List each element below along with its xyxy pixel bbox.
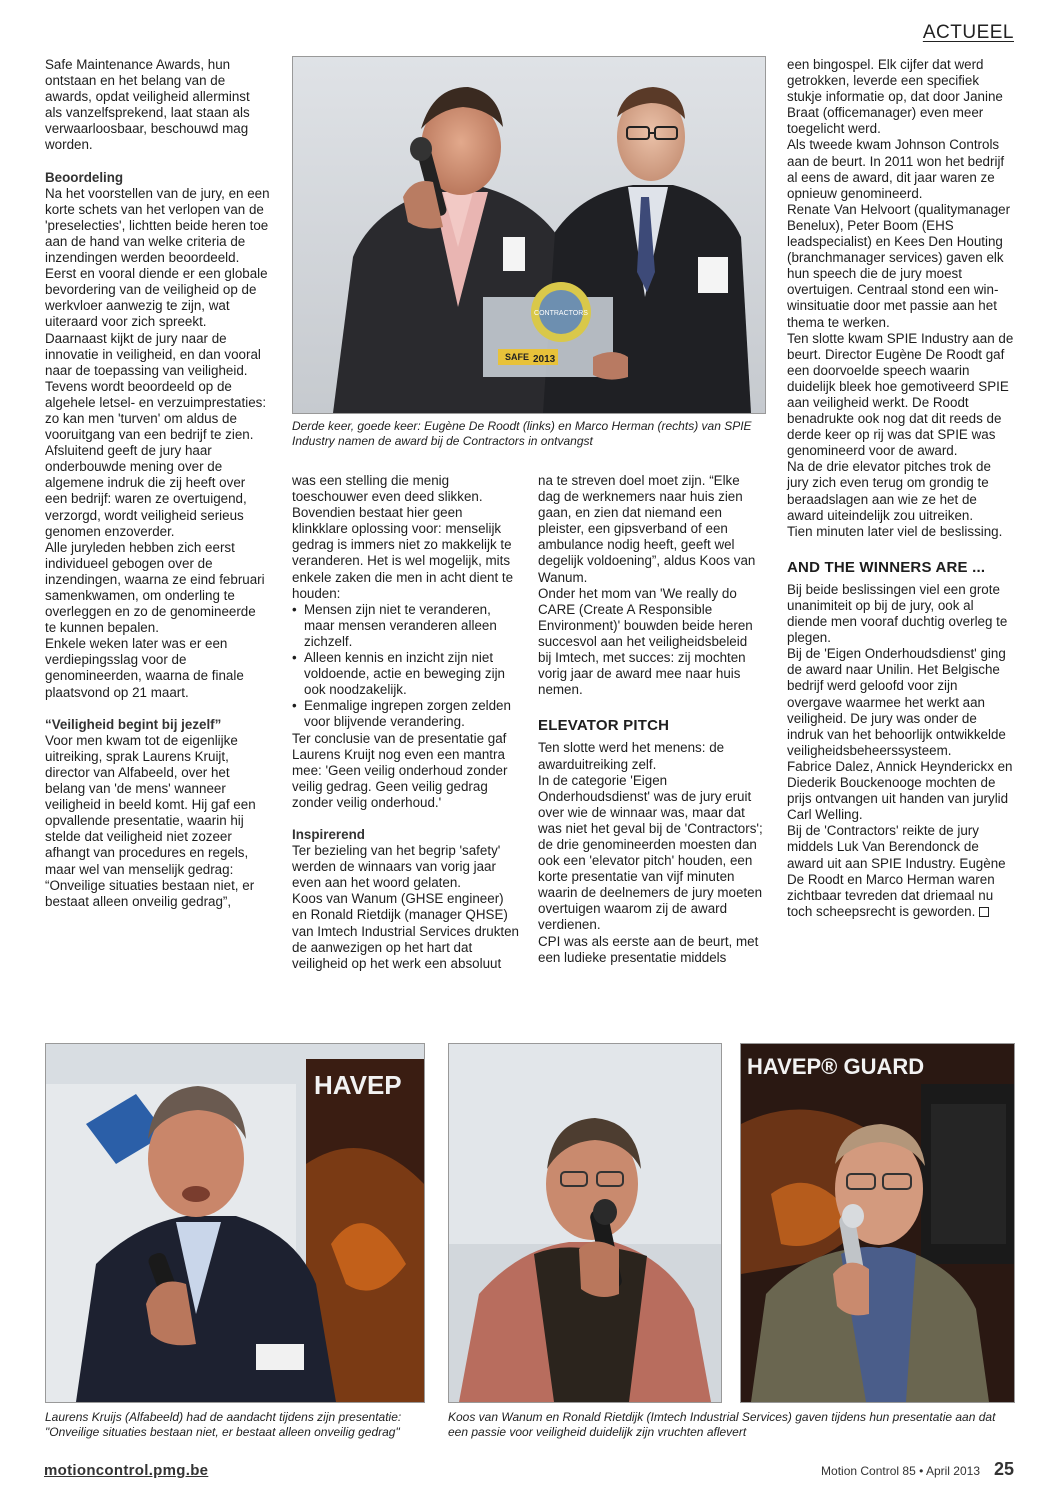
paragraph: Daarnaast kijkt de jury naar de innovatie in veiligheid, en dan vooral naar de toepassing van veiligheid. (45, 330, 261, 378)
column-3 (538, 473, 764, 966)
havep-banner: HAVEP (314, 1070, 402, 1100)
paragraph: een bingospel. Elk cijfer dat werd getrokken, leverde een specifiek stukje informatie op, dat door Janine Braat (officemanager) even meer toegelicht werd. (787, 57, 1003, 137)
paragraph: Fabrice Dalez, Annick Heynderickx en Diederik Bouckenooge mochten de prijs ontvangen uit handen van jurylid Carl Welling. (787, 758, 1013, 823)
paragraph: Renate Van Helvoort (qualitymanager Benelux), Peter Boom (EHS leadspecialist) en Kees Den Houting (branchmanager services) gaven elk hun speech die de jury moest overtuigen. Centraal stond een win-winsituatie door met passie aan het thema te werken. (787, 201, 1011, 330)
page-number: 25 (993, 1459, 1014, 1479)
paragraph: Koos van Wanum (GHSE engineer) en Ronald Rietdijk (manager QHSE) van Imtech Industrial Services drukten de aanwezigen op het hart dat veiligheid op het werk een absoluut (292, 891, 520, 971)
paragraph: CPI was als eerste aan de beurt, met een ludieke presentatie middels (538, 933, 759, 965)
list-item: • Eenmalige ingrepen zorgen zelden voor blijvende verandering. (292, 698, 520, 730)
paragraph: Afsluitend geeft de jury haar onderbouwde mening over de algemene indruk die zij heeft over een bedrijf: waren ze overtuigend, verzorgd, wordt veiligheid serieus genomen enzoverder. (45, 443, 247, 539)
trophy-label: SAFE (505, 352, 530, 362)
paragraph: Ten slotte werd het menens: de awarduitreiking zelf. (538, 740, 725, 772)
section-heading: AND THE WINNERS ARE ... (787, 558, 986, 576)
speaker-photo-kruijt-image (46, 1044, 424, 1402)
paragraph: Bij de 'Eigen Onderhoudsdienst' ging de award naar Unilin. Het Belgische bedrijf werd geloofd voor zijn overgave waarmee het werkt aan veiligheid. De jury was onder de indruk van het behoorlijk ontwikkelde veiligheidsbeheerssysteem. (787, 646, 1006, 758)
paragraph: Na de drie elevator pitches trok de jury zich even terug om grondig te beraadslagen aan wie ze het de award uiteindelijk zou uitreiken. (787, 459, 991, 523)
speaker-photo-rietdijk (740, 1043, 1015, 1403)
section-heading: ELEVATOR PITCH (538, 717, 670, 735)
paragraph-text: Bij de 'Contractors' reikte de jury middels Luk Van Berendonck de award uit aan SPIE Industry. Eugène De Roodt en Marco Herman waren zichtbaar tevreden dat driemaal nu toch scheepsrecht is geworden. (787, 823, 1006, 919)
award-photo-image (293, 57, 765, 413)
paragraph: Tevens wordt beoordeeld op de algehele letsel- en verzuimprestaties: zo kan men 'turven' om aldus de vooruitgang van een bedrijf te zien. (45, 378, 267, 443)
speaker-photo-wanum-image (449, 1044, 721, 1402)
subheading: “Veiligheid begint bij jezelf” (45, 716, 222, 732)
speaker-photo-kruijt-caption: Laurens Kruijs (Alfabeeld) had de aandacht tijdens zijn presentatie: "Onveilige situaties bestaan niet, er bestaat alleen onveilig gedrag" (45, 1410, 402, 1439)
paragraph: was een stelling die menig toeschouwer even deed slikken. Bovendien bestaat hier geen klinkklare oplossing voor: menselijk gedrag is immers niet zo makkelijk te veranderen. Het is wel mogelijk, mits enkele zaken die men in acht dient te houden: (292, 473, 514, 601)
paragraph: na te streven doel moet zijn. “Elke dag de werknemers naar huis zien gaan, en zien dat niemand een pleister, een gipsverband of een ambulance nodig heeft, geeft wel degelijk voldoening”, aldus Koos van Wanum. (538, 473, 756, 585)
award-photo (292, 56, 766, 414)
paragraph: Onder het mom van 'We really do CARE (Create A Responsible Environment)' bouwden beide heren succesvol aan het veiligheidsbeleid bij Imtech, met succes: zij mochten vorig jaar de award mee naar huis nemen. (538, 585, 753, 698)
column-2 (292, 473, 520, 972)
subheading: Inspirerend (292, 826, 365, 842)
trophy-label: CONTRACTORS (534, 310, 588, 317)
end-mark-icon (979, 907, 989, 917)
list-item: • Alleen kennis en inzicht zijn niet voldoende, actie en beweging zijn ook noodzakelijk. (292, 650, 520, 698)
speaker-photos-caption: Koos van Wanum en Ronald Rietdijk (Imtech Industrial Services) gaven tijdens hun presentatie aan dat een passie voor veiligheid duidelijk zijn vruchten aflevert (448, 1410, 996, 1439)
bullet-list (292, 602, 520, 731)
column-4 (787, 57, 1015, 920)
speaker-photo-wanum (448, 1043, 722, 1403)
list-item: • Mensen zijn niet te veranderen, maar mensen veranderen alleen zichzelf. (292, 602, 520, 650)
column-1 (45, 57, 270, 910)
speaker-photo-kruijt (45, 1043, 425, 1403)
paragraph: In de categorie 'Eigen Onderhoudsdienst' was de jury eruit over wie de winnaar was, maar dat was niet het geval bij de 'Contractors'; de drie genomineerden moesten dan ook een 'elevator pitch' houden, een korte presentatie van vijf minuten waarin de deelnemers de jury moeten overtuigen waarom zij de award verdienen. (538, 772, 763, 933)
paragraph: Als tweede kwam Johnson Controls aan de beurt. In 2011 won het bedrijf al eens de award, dit jaar waren ze opnieuw genomineerd. (787, 137, 1005, 201)
paragraph: Voor men kwam tot de eigenlijke uitreiking, sprak Laurens Kruijt, director van Alfabeeld, over het belang van 'de mens' wanneer veiligheid in beeld komt. Hij gaf een opvallende presentatie, waarin hij stelde dat veiligheid niet zozeer afhangt van procedures en regels, maar wel van menselijk gedrag: “Onveilige situaties bestaan niet, er bestaat alleen onveilig gedrag”, (45, 732, 256, 909)
paragraph: Alle juryleden hebben zich eerst individueel gebogen over de inzendingen, waarna ze eind februari samenkwamen, om onderling te overleggen en zo de genomineerde te kunnen bepalen. (45, 539, 265, 636)
section-tag: ACTUEEL (922, 22, 1014, 43)
footer-magazine-issue: Motion Control 85 • April 2013 (821, 1464, 980, 1478)
paragraph: Na het voorstellen van de jury, en een korte schets van het verlopen van de 'preselecties', lichtten beide heren toe aan de hand van welke criteria de inzendingen werden beoordeeld. (45, 185, 270, 266)
speaker-photo-rietdijk-image (741, 1044, 1014, 1402)
subheading: Beoordeling (45, 169, 124, 185)
paragraph: Ter bezieling van het begrip 'safety' werden de winnaars van vorig jaar even aan het woord gelaten. (292, 843, 501, 891)
paragraph (787, 823, 1015, 920)
paragraph: Eerst en vooral diende er een globale bevordering van de veiligheid op de werkvloer aanwezig te zijn, wat uiteraard voor zich spreekt. (45, 266, 268, 330)
paragraph: Enkele weken later was er een verdiepingsslag voor de genomineerden, waarna de finale plaatsvond op 21 maart. (45, 636, 244, 700)
paragraph: Tien minuten later viel de beslissing. (787, 523, 1003, 539)
paragraph: Bij beide beslissingen viel een grote unanimiteit op bij de jury, ook al diende men vooraf duchtig overleg te plegen. (787, 581, 1008, 646)
havep-guard-banner: HAVEP® GUARD (747, 1054, 925, 1079)
footer-url[interactable]: motioncontrol.pmg.be (44, 1462, 209, 1479)
paragraph: Safe Maintenance Awards, hun ontstaan en het belang van de awards, opdat veiligheid allerminst als vanzelfsprekend, laat staan als verwaarloosbaar, beschouwd mag worden. (45, 57, 250, 153)
paragraph: Ter conclusie van de presentatie gaf Laurens Kruijt nog even een mantra mee: 'Geen veilig onderhoud zonder veilig gedrag. Geen veilig gedrag zonder veilig onderhoud.' (292, 730, 508, 810)
paragraph: Ten slotte kwam SPIE Industry aan de beurt. Director Eugène De Roodt gaf een doorvoelde speech waarin duidelijk bleek hoe gemotiveerd SPIE aan veiligheid werkt. De Roodt benadrukte ook nog dat dit reeds de derde keer op rij was dat SPIE was genomineerd voor de award. (787, 330, 1014, 459)
award-photo-caption: Derde keer, goede keer: Eugène De Roodt (links) en Marco Herman (rechts) van SPIE Industry namen de award bij de Contractors in ontvangst (292, 419, 752, 448)
trophy-year: 2013 (533, 354, 556, 365)
